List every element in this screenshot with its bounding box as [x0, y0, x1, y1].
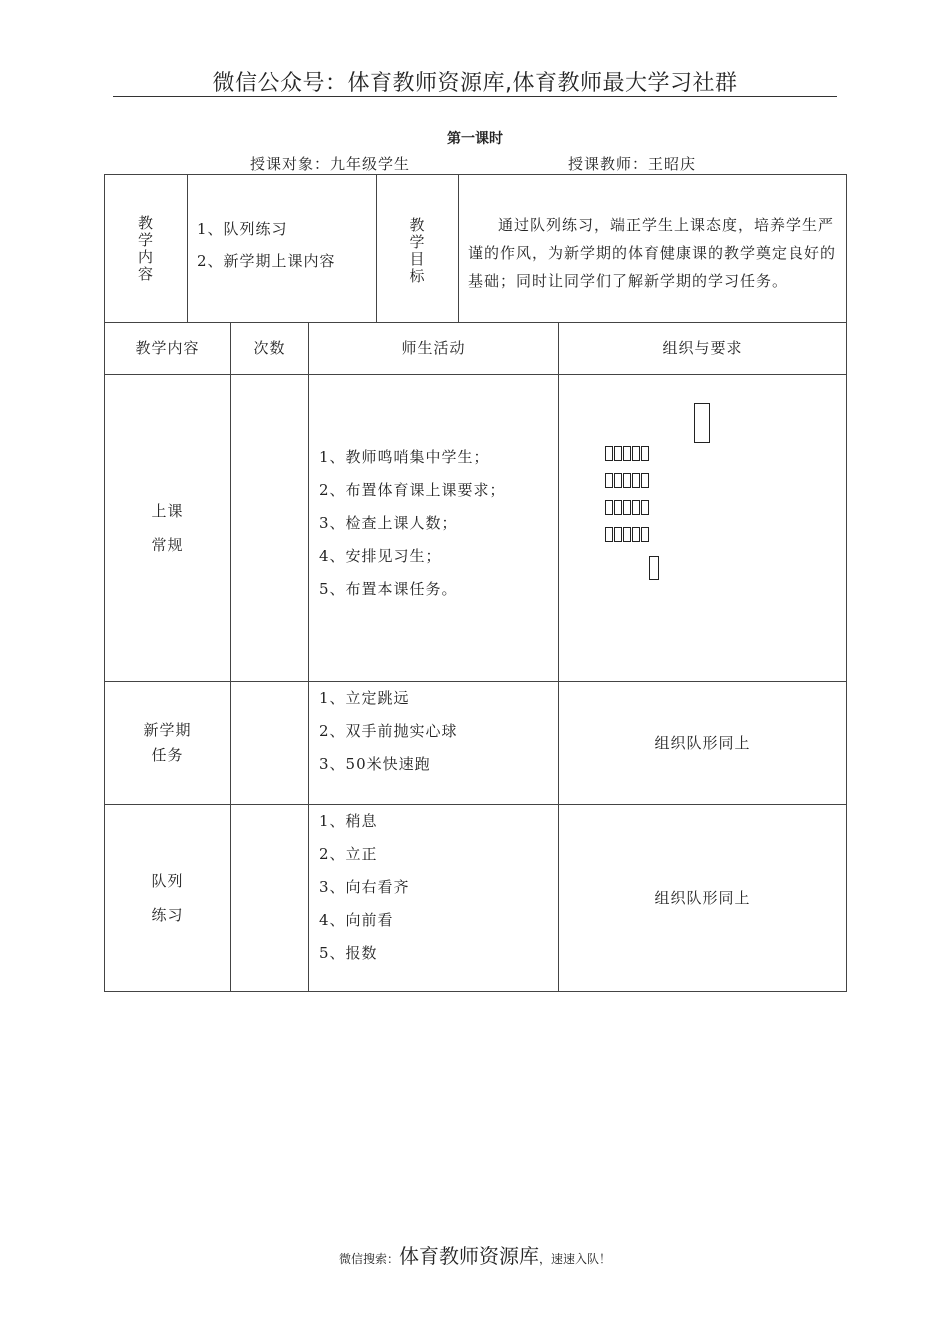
- footer-prefix: 微信搜索：: [338, 1252, 399, 1266]
- formation-diagram: [559, 374, 847, 681]
- student-marker-icon: [623, 500, 631, 515]
- student-marker-icon: [632, 527, 640, 542]
- lesson-summary-table: [104, 174, 847, 323]
- footer-suffix: ，速速入队！: [539, 1252, 612, 1266]
- student-marker-icon: [605, 527, 613, 542]
- footer: [0, 1240, 950, 1269]
- objective-label-char: 教: [409, 216, 426, 234]
- student-marker-icon: [632, 446, 640, 461]
- formation-row: [605, 497, 649, 524]
- student-marker-icon: [641, 473, 649, 488]
- formation-row: [605, 524, 649, 551]
- row-count: [231, 681, 309, 804]
- objective-text: 通过队列练习，端正学生上课态度，培养学生严谨的作风，为新学期的体育健康课的教学奠定良好的基础；同时让同学们了解新学期的学习任务。: [459, 175, 847, 323]
- activity-item: 1、稍息: [319, 811, 378, 830]
- student-marker-icon: [614, 500, 622, 515]
- header-content: 教学内容: [105, 322, 231, 374]
- content-label-char: 教: [137, 213, 154, 232]
- header-organization: 组织与要求: [559, 322, 847, 374]
- row-content-line: 队列: [151, 871, 184, 890]
- footer-name: 体育教师资源库: [399, 1244, 539, 1268]
- activity-item: 1、立定跳远: [319, 688, 410, 707]
- row-activities: [309, 374, 559, 681]
- table-header-row: [105, 322, 847, 374]
- student-marker-icon: [605, 500, 613, 515]
- table-row: [105, 804, 847, 991]
- activity-item: 3、检查上课人数；: [319, 513, 458, 532]
- objective-label: [377, 175, 459, 323]
- student-marker-icon: [632, 473, 640, 488]
- teacher-marker-icon: [694, 403, 710, 443]
- row-content: [105, 374, 231, 681]
- student-marker-icon: [623, 446, 631, 461]
- content-items: [188, 175, 377, 323]
- activity-item: 4、安排见习生；: [319, 546, 442, 565]
- student-marker-icon: [605, 446, 613, 461]
- lesson-title: 第一课时: [447, 131, 503, 147]
- row-activities: [309, 804, 559, 991]
- activity-item: 2、立正: [319, 844, 378, 863]
- activity-item: 3、向右看齐: [319, 877, 410, 896]
- student-marker-icon: [614, 527, 622, 542]
- student-marker-icon: [623, 473, 631, 488]
- student-marker-icon: [641, 527, 649, 542]
- header-activities: 师生活动: [309, 322, 559, 374]
- header-title: 微信公众号：体育教师资源库,体育教师最大学习社群: [212, 71, 738, 96]
- activity-item: 2、布置体育课上课要求；: [319, 480, 506, 499]
- student-marker-icon: [641, 446, 649, 461]
- organization-text: 组织队形同上: [559, 804, 847, 991]
- lesson-teacher: 授课教师：王昭庆: [568, 155, 697, 173]
- content-label-char: 学: [137, 230, 154, 249]
- row-content-line: 常规: [151, 535, 184, 554]
- student-marker-icon: [614, 446, 622, 461]
- formation-row: [605, 470, 649, 497]
- objective-label-char: 学: [409, 233, 426, 251]
- student-marker-icon: [605, 473, 613, 488]
- table-row: [105, 681, 847, 804]
- student-marker-icon: [641, 500, 649, 515]
- row-content-line: 任务: [151, 745, 184, 764]
- assistant-marker-icon: [649, 556, 659, 580]
- content-item: 1、队列练习: [197, 220, 288, 238]
- row-content: [105, 681, 231, 804]
- activity-item: 2、双手前抛实心球: [319, 721, 458, 740]
- content-item: 2、新学期上课内容: [197, 252, 336, 270]
- lesson-plan-table: [104, 322, 847, 992]
- formation-row: [605, 443, 649, 470]
- row-content-line: 练习: [151, 905, 184, 924]
- table-row: [105, 374, 847, 681]
- student-marker-icon: [614, 473, 622, 488]
- objective-label-char: 标: [409, 267, 426, 285]
- content-label-char: 内: [137, 247, 154, 266]
- activity-item: 1、教师鸣哨集中学生；: [319, 447, 490, 466]
- lesson-audience: 授课对象：九年级学生: [250, 155, 411, 173]
- organization-text: 组织队形同上: [559, 681, 847, 804]
- row-count: [231, 374, 309, 681]
- activity-item: 5、布置本课任务。: [319, 579, 458, 598]
- activity-item: 5、报数: [319, 943, 378, 962]
- row-content: [105, 804, 231, 991]
- header-divider: [113, 96, 837, 97]
- activity-item: 3、50米快速跑: [319, 754, 431, 773]
- student-marker-icon: [623, 527, 631, 542]
- header-count: 次数: [231, 322, 309, 374]
- row-content-line: 上课: [151, 501, 184, 520]
- student-marker-icon: [632, 500, 640, 515]
- row-activities: [309, 681, 559, 804]
- objective-label-char: 目: [409, 250, 426, 268]
- row-content-line: 新学期: [143, 720, 192, 739]
- student-formation: [605, 443, 649, 551]
- content-label-char: 容: [137, 264, 154, 283]
- row-count: [231, 804, 309, 991]
- activity-item: 4、向前看: [319, 910, 394, 929]
- content-label: [105, 175, 188, 323]
